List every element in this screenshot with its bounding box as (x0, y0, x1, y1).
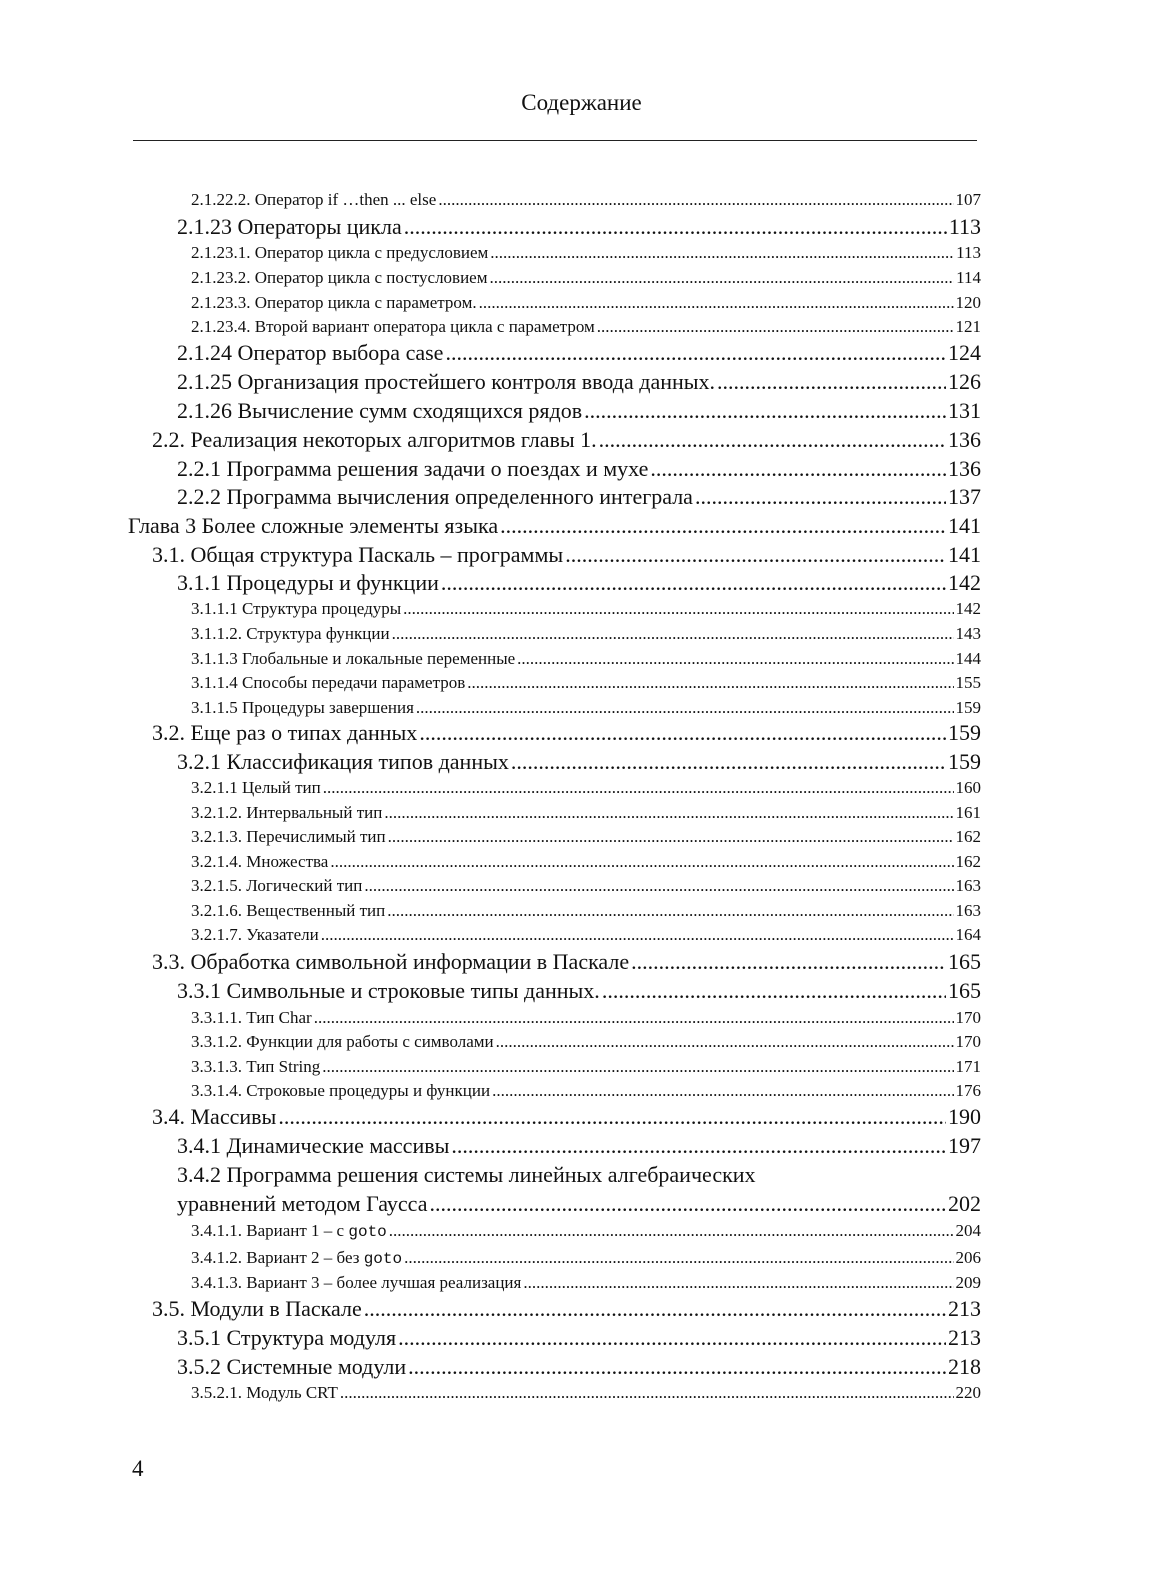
toc-entry-title: 2.2. Реализация некоторых алгоритмов главы 1. (152, 427, 597, 452)
toc-entry-title: 3.3.1.1. Тип Char (191, 1008, 312, 1027)
toc-entry-page: 197 (948, 1133, 981, 1158)
toc-entry-title: 3.1.1.2. Структура функции (191, 624, 390, 643)
toc-entry-title: 3.1.1.3 Глобальные и локальные переменные (191, 649, 516, 668)
toc-leader (364, 876, 953, 896)
toc-entry-title: 2.1.23 Операторы цикла (177, 214, 402, 239)
toc-entry-page: 137 (948, 484, 981, 509)
toc-entry[interactable] (191, 190, 981, 210)
toc-leader (602, 978, 946, 1004)
toc-entry[interactable] (191, 778, 981, 798)
toc-leader (419, 720, 946, 746)
toc-entry-title: 3.3.1.2. Функции для работы с символами (191, 1032, 494, 1051)
toc-entry-title: 3.1.1 Процедуры и функции (177, 570, 439, 595)
toc-leader (717, 369, 946, 395)
toc-leader (392, 624, 954, 644)
toc-entry-title: 2.1.23.4. Второй вариант оператора цикла с параметром (191, 317, 595, 336)
toc-entry-page: 160 (955, 778, 981, 797)
toc-leader (364, 1296, 946, 1322)
toc-entry-page: 165 (948, 949, 981, 974)
toc-entry-title: 3.2.1.7. Указатели (191, 925, 319, 944)
toc-entry-title: 3.5.1 Структура модуля (177, 1325, 397, 1350)
toc-leader (340, 1383, 954, 1403)
toc-leader (565, 542, 946, 568)
toc-entry[interactable] (191, 1248, 981, 1268)
toc-entry[interactable] (152, 1296, 981, 1322)
toc-entry-title: 2.1.26 Вычисление сумм сходящихся рядов (177, 398, 583, 423)
toc-entry-title: уравнений методом Гаусса (177, 1191, 428, 1216)
toc-entry-page: 126 (948, 369, 981, 394)
toc-entry[interactable] (191, 698, 981, 718)
toc-leader (278, 1104, 946, 1130)
toc-entry[interactable] (177, 1354, 981, 1380)
toc-entry[interactable] (177, 484, 981, 510)
toc-entry[interactable] (177, 1191, 981, 1217)
toc-entry-title: 3.4.1.3. Вариант 3 – более лучшая реализация (191, 1273, 522, 1292)
page-number: 4 (132, 1456, 144, 1481)
toc-entry-page: 113 (956, 243, 981, 262)
toc-leader (445, 340, 946, 366)
toc-entry[interactable] (191, 649, 981, 669)
toc-leader (490, 243, 954, 263)
code-keyword: goto (348, 1223, 387, 1241)
toc-entry-page: 164 (955, 925, 981, 944)
toc-entry[interactable] (177, 214, 981, 240)
toc-entry-title: 2.1.23.2. Оператор цикла с постусловием (191, 268, 488, 287)
toc-leader (408, 1354, 946, 1380)
toc-entry-title: 2.1.23.3. Оператор цикла с параметром. (191, 293, 477, 312)
toc-leader (597, 317, 954, 337)
toc-entry[interactable] (191, 599, 981, 619)
toc-entry-title: 3.1. Общая структура Паскаль – программы (152, 542, 564, 567)
toc-entry-title: Глава 3 Более сложные элементы языка (128, 513, 499, 538)
toc-leader (650, 456, 946, 482)
toc-entry[interactable] (191, 1057, 981, 1077)
toc-entry-page: 124 (948, 340, 981, 365)
toc-entry-title-text: 3.4.1.2. Вариант 2 – без (191, 1248, 364, 1267)
toc-entry[interactable] (152, 542, 981, 568)
toc-entry-page: 220 (955, 1383, 981, 1402)
toc-entry-title-text: 3.4.1.1. Вариант 1 – с (191, 1221, 349, 1240)
toc-entry-page: 163 (955, 876, 981, 895)
toc-entry[interactable] (191, 268, 981, 288)
toc-entry[interactable] (177, 369, 981, 395)
toc-leader (384, 803, 953, 823)
toc-entry[interactable] (191, 803, 981, 823)
toc-entry[interactable] (191, 901, 981, 921)
toc-entry[interactable] (177, 978, 981, 1004)
toc-entry-page: 204 (955, 1221, 981, 1240)
toc-entry[interactable] (177, 749, 981, 775)
toc-entry[interactable] (191, 293, 981, 313)
toc-leader (517, 649, 953, 669)
toc-entry-first-line[interactable]: 3.4.2 Программа решения системы линейных алгебраических (177, 1162, 756, 1187)
toc-entry[interactable] (177, 570, 981, 596)
toc-entry-title: 2.2.1 Программа решения задачи о поездах и мухе (177, 456, 649, 481)
toc-entry[interactable] (191, 876, 981, 896)
toc-entry[interactable] (152, 1104, 981, 1130)
toc-leader (523, 1273, 953, 1293)
toc-entry-page: 121 (955, 317, 981, 336)
toc-leader (387, 901, 953, 921)
toc-entry-page: 170 (955, 1008, 981, 1027)
toc-entry-page: 136 (948, 427, 981, 452)
toc-leader (492, 1081, 953, 1101)
toc-entry-title: 3.2.1.5. Логический тип (191, 876, 363, 895)
toc-leader (479, 293, 954, 313)
toc-leader (496, 1032, 954, 1052)
toc-entry[interactable] (152, 427, 981, 453)
toc-entry[interactable] (191, 1273, 981, 1293)
toc-leader (695, 484, 946, 510)
toc-entry[interactable] (177, 398, 981, 424)
toc-entry[interactable] (177, 340, 981, 366)
toc-entry[interactable] (191, 1032, 981, 1052)
toc-entry[interactable] (191, 317, 981, 337)
toc-entry-title: 2.2.2 Программа вычисления определенного интеграла (177, 484, 693, 509)
toc-entry-title: 3.4.1 Динамические массивы (177, 1133, 450, 1158)
toc-entry[interactable] (152, 949, 981, 975)
toc-entry[interactable] (191, 925, 981, 945)
toc-leader (599, 427, 946, 453)
toc-entry-page: 136 (948, 456, 981, 481)
toc-entry[interactable] (191, 1221, 981, 1241)
toc-leader (631, 949, 946, 975)
toc-entry-page: 142 (948, 570, 981, 595)
toc-entry-page: 143 (955, 624, 981, 643)
toc-entry-page: 202 (948, 1191, 981, 1216)
toc-entry[interactable] (191, 1008, 981, 1028)
toc-entry-title (191, 1248, 402, 1268)
toc-entry-title: 3.2.1 Классификация типов данных (177, 749, 509, 774)
toc-entry-title: 3.1.1.5 Процедуры завершения (191, 698, 414, 717)
toc-leader (500, 513, 946, 539)
toc-entry-page: 159 (955, 698, 981, 717)
toc-entry[interactable] (128, 513, 981, 539)
toc-entry-title: 2.1.25 Организация простейшего контроля ввода данных. (177, 369, 716, 394)
toc-entry[interactable] (191, 852, 981, 872)
toc-entry-page: 114 (956, 268, 981, 287)
toc-entry[interactable] (177, 1325, 981, 1351)
toc-entry-title: 3.3. Обработка символьной информации в Паскале (152, 949, 630, 974)
toc-entry-page: 171 (955, 1057, 981, 1076)
toc-entry-page: 107 (955, 190, 981, 209)
toc-entry-title: 3.5. Модули в Паскале (152, 1296, 362, 1321)
toc-entry[interactable] (152, 720, 981, 746)
toc-entry-page: 141 (948, 542, 981, 567)
toc-entry-page: 176 (955, 1081, 981, 1100)
toc-entry-title: 3.2.1.2. Интервальный тип (191, 803, 383, 822)
toc-leader (511, 749, 946, 775)
toc-entry-page: 141 (948, 513, 981, 538)
toc-entry-page: 120 (955, 293, 981, 312)
toc-leader (323, 778, 954, 798)
toc-entry-title: 3.5.2 Системные модули (177, 1354, 407, 1379)
toc-entry[interactable] (191, 243, 981, 263)
toc-entry[interactable] (177, 456, 981, 482)
toc-leader (404, 1248, 953, 1268)
toc-leader (388, 827, 954, 847)
toc-leader (467, 673, 953, 693)
code-keyword: goto (363, 1250, 403, 1268)
toc-entry-page: 170 (955, 1032, 981, 1051)
toc-leader (438, 190, 953, 210)
toc-entry-page: 113 (948, 214, 981, 239)
toc-leader (314, 1008, 954, 1028)
toc-leader (490, 268, 955, 288)
toc-entry-title: 3.5.2.1. Модуль CRT (191, 1383, 338, 1402)
toc-entry[interactable] (191, 1383, 981, 1403)
toc-entry-page: 159 (948, 749, 981, 774)
toc-entry-page: 162 (955, 852, 981, 871)
toc-entry[interactable] (191, 624, 981, 644)
toc-entry-page: 190 (948, 1104, 981, 1129)
toc-entry-title: 3.3.1.4. Строковые процедуры и функции (191, 1081, 491, 1100)
toc-entry[interactable] (191, 1081, 981, 1101)
toc-leader (322, 1057, 953, 1077)
toc-entry-page: 144 (955, 649, 981, 668)
toc-entry[interactable] (191, 673, 981, 693)
toc-leader (441, 570, 946, 596)
toc-entry-page: 161 (955, 803, 981, 822)
toc-entry-page: 213 (948, 1325, 981, 1350)
toc-entry-title: 3.1.1.4 Способы передачи параметров (191, 673, 466, 692)
toc-entry-title: 3.3.1.3. Тип String (191, 1057, 321, 1076)
toc-leader (398, 1325, 946, 1351)
toc-leader (403, 599, 953, 619)
toc-entry-page: 159 (948, 720, 981, 745)
toc-leader (429, 1191, 946, 1217)
toc-leader (416, 698, 954, 718)
toc-entry-page: 155 (955, 673, 981, 692)
toc-entry[interactable] (191, 827, 981, 847)
toc-entry-page: 218 (948, 1354, 981, 1379)
toc-entry-page: 209 (955, 1273, 981, 1292)
toc-entry-page: 165 (948, 978, 981, 1003)
toc-leader (321, 925, 954, 945)
toc-entry-title: 2.1.22.2. Оператор if …then ... else (191, 190, 437, 209)
toc-entry-page: 163 (955, 901, 981, 920)
toc-entry-title: 3.2. Еще раз о типах данных (152, 720, 418, 745)
toc-entry-title: 3.3.1 Символьные и строковые типы данных. (177, 978, 600, 1003)
toc-leader (330, 852, 953, 872)
toc-entry-page: 206 (955, 1248, 981, 1267)
toc-entry-page: 131 (948, 398, 981, 423)
toc-leader (389, 1221, 954, 1241)
toc-entry-title: 3.2.1.1 Целый тип (191, 778, 321, 797)
toc-entry-title: 3.2.1.4. Множества (191, 852, 329, 871)
toc-leader (584, 398, 946, 424)
toc-entry-title (191, 1221, 387, 1241)
toc-entry-page: 142 (955, 599, 981, 618)
toc-entry-title: 3.4. Массивы (152, 1104, 277, 1129)
toc-entry-title: 3.2.1.6. Вещественный тип (191, 901, 386, 920)
running-head-title: Содержание (521, 90, 642, 115)
toc-entry-title: 2.1.23.1. Оператор цикла с предусловием (191, 243, 489, 262)
toc-leader (404, 214, 947, 240)
toc-entry-page: 213 (948, 1296, 981, 1321)
toc-leader (451, 1133, 946, 1159)
toc-entry-page: 162 (955, 827, 981, 846)
toc-entry-title: 2.1.24 Оператор выбора case (177, 340, 444, 365)
toc-entry-title: 3.1.1.1 Структура процедуры (191, 599, 402, 618)
toc-entry-title: 3.2.1.3. Перечислимый тип (191, 827, 386, 846)
toc-entry[interactable] (177, 1133, 981, 1159)
